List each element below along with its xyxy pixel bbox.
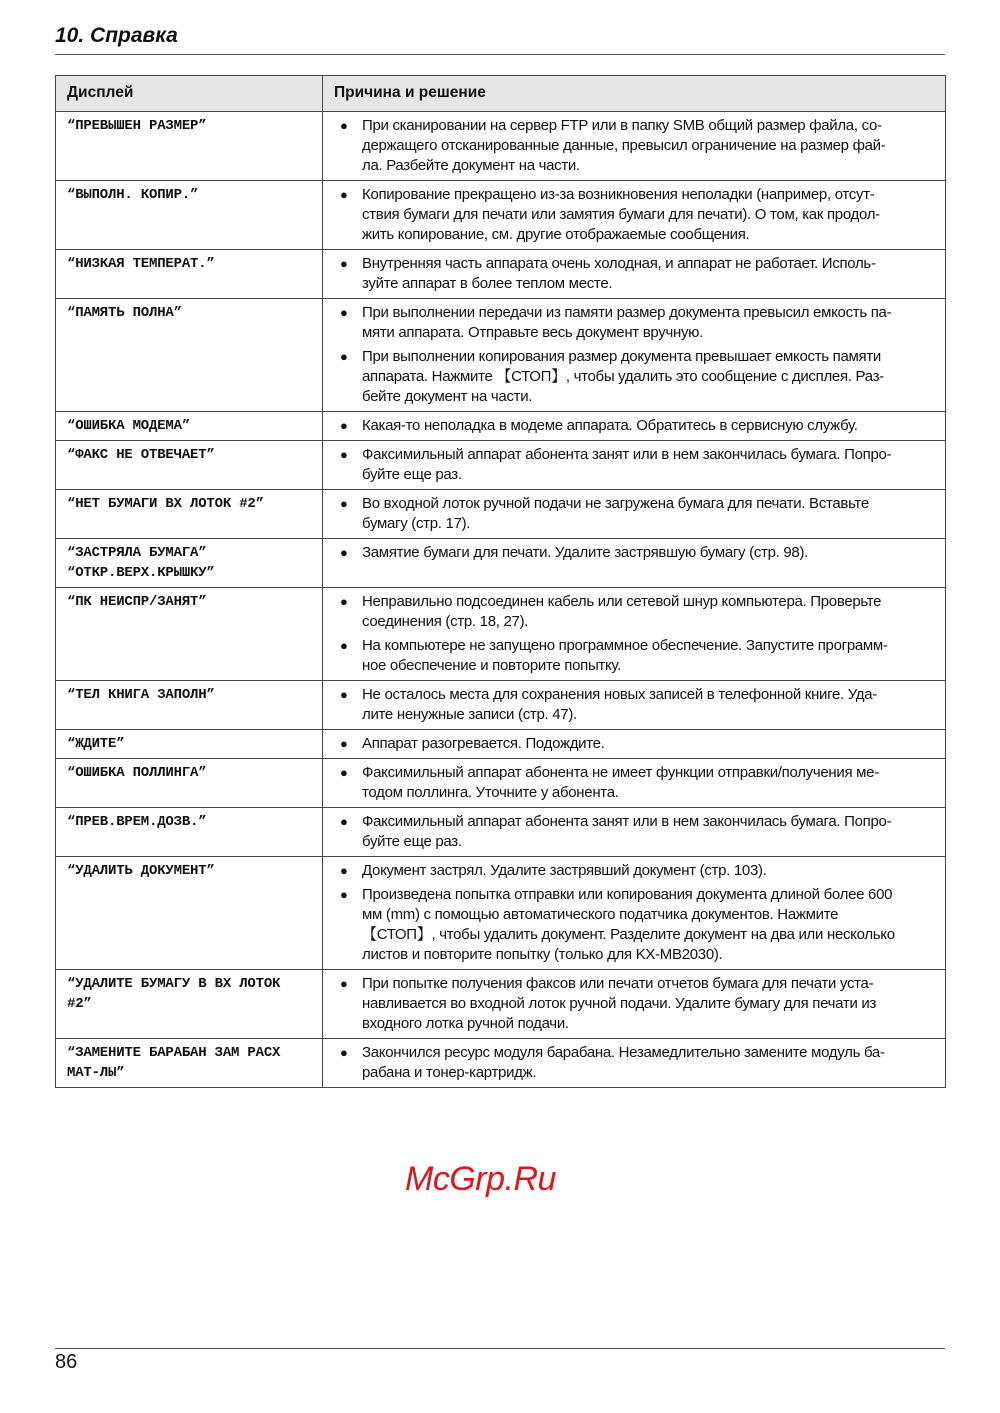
- bullet-icon: ●: [340, 187, 348, 202]
- cause-solution-cell: [323, 857, 946, 970]
- display-message-cell: [56, 1039, 323, 1088]
- bullet-text-line: Аппарат разогревается. Подождите.: [362, 735, 605, 752]
- display-message-cell: [56, 441, 323, 490]
- footer-divider: [55, 1348, 945, 1349]
- cause-solution-cell: [323, 181, 946, 250]
- cause-solution-cell: [323, 759, 946, 808]
- bullet-text-line: Закончился ресурс модуля барабана. Незамедлительно замените модуль ба-: [362, 1044, 885, 1061]
- table-row: [56, 1039, 946, 1088]
- bullet-icon: ●: [340, 118, 348, 133]
- error-messages-table: [55, 75, 946, 1088]
- display-message-cell: [56, 299, 323, 412]
- bullet-text-line: 【СТОП】, чтобы удалить документ. Разделите документ на два или несколько: [362, 926, 895, 943]
- bullet-text: [362, 1043, 885, 1083]
- display-message-line: “ОШИБКА МОДЕМА”: [67, 418, 191, 434]
- bullet-text: [362, 636, 888, 676]
- display-message-line: МАТ-ЛЫ”: [67, 1065, 125, 1081]
- bullet-text-line: Внутренняя часть аппарата очень холодная, и аппарат не работает. Исполь-: [362, 255, 876, 272]
- bullet-text: [362, 974, 876, 1034]
- bullet-text: [362, 445, 891, 485]
- table-row: [56, 857, 946, 970]
- bullet-text: [362, 885, 895, 965]
- display-message-cell: [56, 730, 323, 759]
- bullet-item: [340, 416, 934, 436]
- bullet-text: [362, 347, 884, 407]
- display-message-cell: [56, 539, 323, 588]
- table-row: [56, 681, 946, 730]
- bullet-text-line: При попытке получения факсов или печати отчетов бумага для печати уста-: [362, 975, 874, 992]
- display-message-line: “ПРЕВ.ВРЕМ.ДОЗВ.”: [67, 814, 207, 830]
- cause-solution-cell: [323, 539, 946, 588]
- bullet-item: [340, 812, 934, 852]
- cause-solution-cell: [323, 441, 946, 490]
- table-row: [56, 539, 946, 588]
- bullet-item: [340, 734, 934, 754]
- bullet-icon: ●: [340, 976, 348, 991]
- bullet-item: [340, 494, 934, 534]
- bullet-text-line: При выполнении копирования размер документа превышает емкость памяти: [362, 348, 882, 365]
- bullet-text-line: бумагу (стр. 17).: [362, 515, 471, 532]
- display-message-cell: [56, 681, 323, 730]
- display-message-line: “ЗАСТРЯЛА БУМАГА”: [67, 545, 207, 561]
- display-message-line: “ОТКР.ВЕРХ.КРЫШКУ”: [67, 565, 215, 581]
- bullet-text-line: аппарата. Нажмите 【СТОП】, чтобы удалить это сообщение с дисплея. Раз-: [362, 368, 884, 385]
- cause-solution-cell: [323, 299, 946, 412]
- bullet-item: [340, 116, 934, 176]
- bullet-text: [362, 734, 605, 754]
- bullet-text-line: Какая-то неполадка в модеме аппарата. Обратитесь в сервисную службу.: [362, 417, 858, 434]
- bullet-icon: ●: [340, 256, 348, 271]
- bullet-text-line: ное обеспечение и повторите попытку.: [362, 657, 622, 674]
- bullet-text-line: На компьютере не запущено программное обеспечение. Запустите программ-: [362, 637, 888, 654]
- bullet-text: [362, 543, 808, 563]
- table-row: [56, 112, 946, 181]
- bullet-text-line: Замятие бумаги для печати. Удалите застрявшую бумагу (стр. 98).: [362, 544, 809, 561]
- bullet-icon: ●: [340, 305, 348, 320]
- bullet-item: [340, 636, 934, 676]
- display-message-line: “ПК НЕИСПР/ЗАНЯТ”: [67, 594, 207, 610]
- bullet-item: [340, 685, 934, 725]
- cause-solution-cell: [323, 1039, 946, 1088]
- header-divider: [55, 54, 945, 55]
- bullet-text-line: буйте еще раз.: [362, 466, 462, 483]
- bullet-text-line: держащего отсканированные данные, превысил ограничение на размер фай-: [362, 137, 886, 154]
- display-message-cell: [56, 181, 323, 250]
- bullet-text-line: Во входной лоток ручной подачи не загружена бумага для печати. Вставьте: [362, 495, 869, 512]
- bullet-text: [362, 416, 858, 436]
- bullet-icon: ●: [340, 765, 348, 780]
- cause-solution-cell: [323, 808, 946, 857]
- bullet-text-line: При выполнении передачи из памяти размер документа превысил емкость па-: [362, 304, 892, 321]
- display-message-line: “ЗАМЕНИТЕ БАРАБАН ЗАМ РАСХ: [67, 1045, 281, 1061]
- page-number: 86: [55, 1351, 78, 1373]
- display-message-line: “НЕТ БУМАГИ ВХ ЛОТОК #2”: [67, 496, 264, 512]
- cause-solution-cell: [323, 250, 946, 299]
- bullet-text: [362, 494, 869, 534]
- bullet-item: [340, 861, 934, 881]
- display-message-line: “ПРЕВЫШЕН РАЗМЕР”: [67, 118, 207, 134]
- bullet-text-line: При сканировании на сервер FTP или в папку SMB общий размер файла, со-: [362, 117, 882, 134]
- table-row: [56, 490, 946, 539]
- table-header-row: [56, 76, 946, 112]
- table-row: [56, 588, 946, 681]
- display-message-line: “ТЕЛ КНИГА ЗАПОЛН”: [67, 687, 215, 703]
- bullet-text: [362, 185, 880, 245]
- bullet-text-line: навливается во входной лоток ручной подачи. Удалите бумагу для печати из: [362, 995, 877, 1012]
- bullet-text: [362, 592, 881, 632]
- display-message-line: “ПАМЯТЬ ПОЛНА”: [67, 305, 182, 321]
- bullet-text-line: Факсимильный аппарат абонента не имеет функции отправки/получения ме-: [362, 764, 879, 781]
- display-message-line: “ОШИБКА ПОЛЛИНГА”: [67, 765, 207, 781]
- bullet-icon: ●: [340, 687, 348, 702]
- bullet-item: [340, 592, 934, 632]
- display-message-line: “УДАЛИТЬ ДОКУМЕНТ”: [67, 863, 215, 879]
- bullet-text-line: соединения (стр. 18, 27).: [362, 613, 529, 630]
- cause-solution-cell: [323, 588, 946, 681]
- bullet-text: [362, 685, 877, 725]
- cause-solution-cell: [323, 490, 946, 539]
- bullet-item: [340, 445, 934, 485]
- display-message-cell: [56, 857, 323, 970]
- bullet-icon: ●: [340, 545, 348, 560]
- bullet-item: [340, 974, 934, 1034]
- bullet-text-line: ла. Разбейте документ на части.: [362, 157, 580, 174]
- bullet-text: [362, 254, 876, 294]
- bullet-icon: ●: [340, 418, 348, 433]
- display-message-cell: [56, 490, 323, 539]
- watermark: McGrp.Ru: [405, 1160, 556, 1198]
- bullet-text: [362, 116, 885, 176]
- table-row: [56, 299, 946, 412]
- bullet-text: [362, 303, 891, 343]
- table-row: [56, 181, 946, 250]
- bullet-text-line: Произведена попытка отправки или копирования документа длиной более 600: [362, 886, 893, 903]
- table-row: [56, 441, 946, 490]
- bullet-text-line: Неправильно подсоединен кабель или сетевой шнур компьютера. Проверьте: [362, 593, 882, 610]
- display-message-cell: [56, 759, 323, 808]
- bullet-text: [362, 861, 767, 881]
- table-row: [56, 412, 946, 441]
- bullet-text-line: Факсимильный аппарат абонента занят или в нем закончилась бумага. Попро-: [362, 813, 892, 830]
- bullet-text-line: мм (mm) с помощью автоматического податчика документов. Нажмите: [362, 906, 839, 923]
- bullet-icon: ●: [340, 447, 348, 462]
- column-header-cause: Причина и решение: [323, 76, 946, 112]
- table-row: [56, 970, 946, 1039]
- bullet-icon: ●: [340, 814, 348, 829]
- bullet-icon: ●: [340, 863, 348, 878]
- table-row: [56, 759, 946, 808]
- bullet-icon: ●: [340, 736, 348, 751]
- display-message-line: “УДАЛИТЕ БУМАГУ В ВХ ЛОТОК: [67, 976, 281, 992]
- bullet-text-line: ствия бумаги для печати или замятия бумаги для печати). О том, как продол-: [362, 206, 880, 223]
- column-header-display: Дисплей: [56, 76, 323, 112]
- display-message-line: “ФАКС НЕ ОТВЕЧАЕТ”: [67, 447, 215, 463]
- display-message-cell: [56, 588, 323, 681]
- display-message-line: #2”: [67, 996, 92, 1012]
- bullet-item: [340, 347, 934, 407]
- bullet-text-line: тодом поллинга. Уточните у абонента.: [362, 784, 619, 801]
- bullet-text-line: листов и повторите попытку (только для KX-MB2030).: [362, 946, 723, 963]
- display-message-cell: [56, 112, 323, 181]
- bullet-text-line: лите ненужные записи (стр. 47).: [362, 706, 577, 723]
- bullet-item: [340, 763, 934, 803]
- bullet-text-line: бейте документ на части.: [362, 388, 533, 405]
- bullet-text-line: Копирование прекращено из-за возникновения неполадки (например, отсут-: [362, 186, 875, 203]
- bullet-text-line: Факсимильный аппарат абонента занят или в нем закончилась бумага. Попро-: [362, 446, 892, 463]
- bullet-item: [340, 185, 934, 245]
- bullet-item: [340, 543, 934, 563]
- display-message-line: “ВЫПОЛН. КОПИР.”: [67, 187, 199, 203]
- bullet-text: [362, 812, 891, 852]
- bullet-icon: ●: [340, 594, 348, 609]
- cause-solution-cell: [323, 970, 946, 1039]
- display-message-line: “ЖДИТЕ”: [67, 736, 125, 752]
- bullet-item: [340, 1043, 934, 1083]
- table-row: [56, 730, 946, 759]
- bullet-icon: ●: [340, 496, 348, 511]
- bullet-text-line: мяти аппарата. Отправьте весь документ вручную.: [362, 324, 704, 341]
- bullet-text-line: входного лотка ручной подачи.: [362, 1015, 569, 1032]
- cause-solution-cell: [323, 112, 946, 181]
- section-title: 10. Справка: [55, 24, 178, 47]
- display-message-cell: [56, 412, 323, 441]
- bullet-item: [340, 885, 934, 965]
- bullet-icon: ●: [340, 638, 348, 653]
- bullet-icon: ●: [340, 1045, 348, 1060]
- display-message-line: “НИЗКАЯ ТЕМПЕРАТ.”: [67, 256, 215, 272]
- cause-solution-cell: [323, 412, 946, 441]
- bullet-text-line: зуйте аппарат в более теплом месте.: [362, 275, 613, 292]
- bullet-text-line: Документ застрял. Удалите застрявший документ (стр. 103).: [362, 862, 767, 879]
- display-message-cell: [56, 970, 323, 1039]
- bullet-text-line: буйте еще раз.: [362, 833, 462, 850]
- bullet-text-line: Не осталось места для сохранения новых записей в телефонной книге. Уда-: [362, 686, 878, 703]
- bullet-text: [362, 763, 879, 803]
- display-message-cell: [56, 808, 323, 857]
- bullet-text-line: жить копирование, см. другие отображаемые сообщения.: [362, 226, 750, 243]
- bullet-icon: ●: [340, 349, 348, 364]
- bullet-item: [340, 254, 934, 294]
- bullet-icon: ●: [340, 887, 348, 902]
- table-row: [56, 250, 946, 299]
- display-message-cell: [56, 250, 323, 299]
- cause-solution-cell: [323, 730, 946, 759]
- cause-solution-cell: [323, 681, 946, 730]
- bullet-text-line: рабана и тонер-картридж.: [362, 1064, 537, 1081]
- table-row: [56, 808, 946, 857]
- bullet-item: [340, 303, 934, 343]
